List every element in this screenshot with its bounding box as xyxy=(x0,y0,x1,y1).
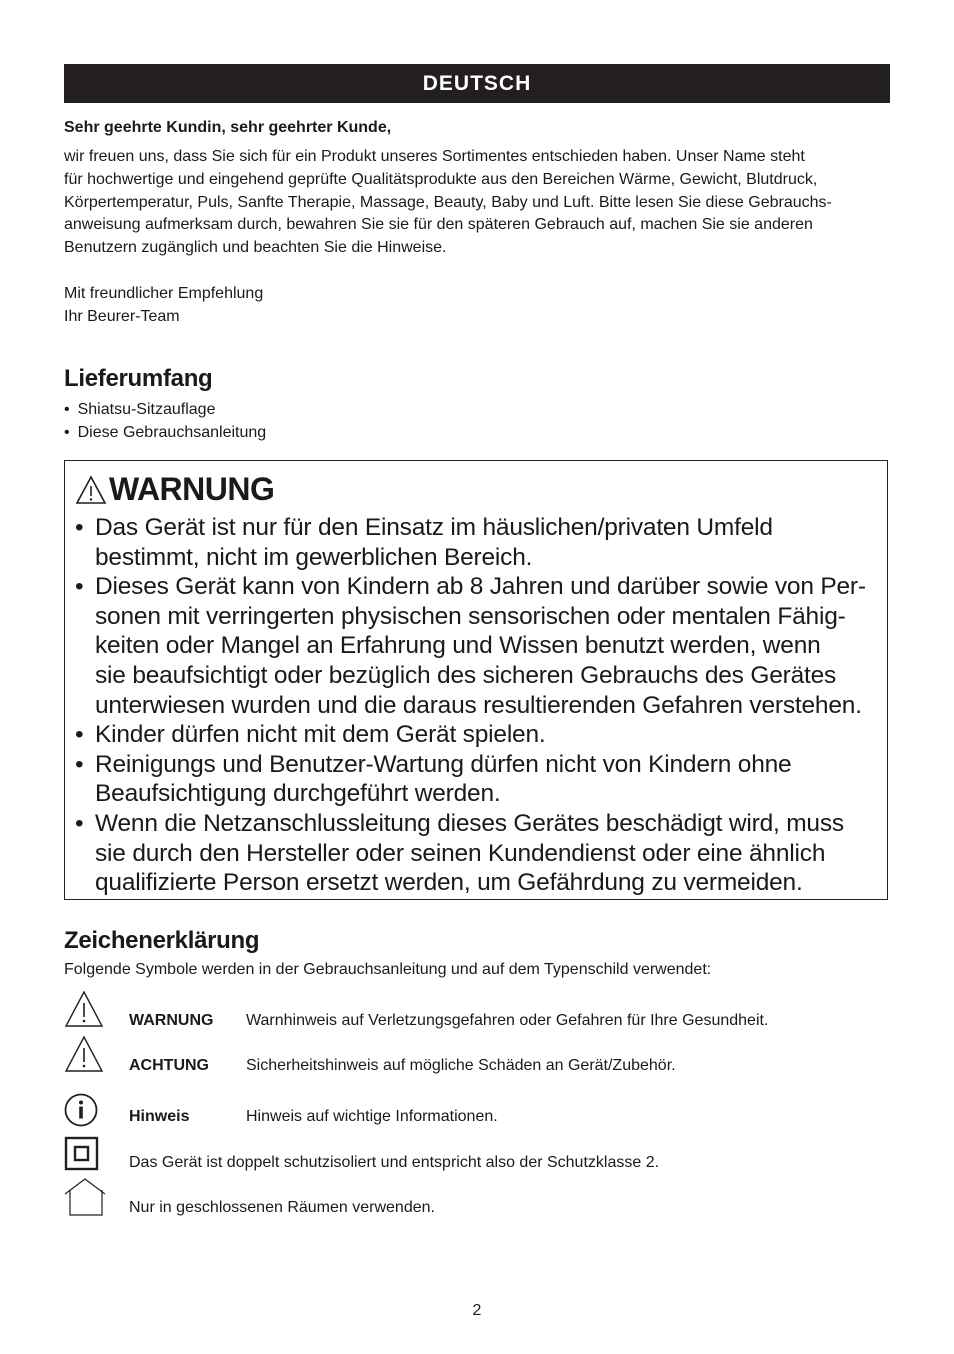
language-banner xyxy=(64,64,890,103)
caution-triangle-icon xyxy=(64,1035,104,1073)
signature-line: Ihr Beurer-Team xyxy=(64,307,180,325)
page-number: 2 xyxy=(472,1302,482,1319)
delivery-heading: Lieferumfang xyxy=(64,365,213,392)
warning-list xyxy=(75,513,881,898)
symbol-row-info xyxy=(64,1093,890,1133)
symbol-term: WARNUNG xyxy=(129,1012,214,1029)
language-label: DEUTSCH xyxy=(422,71,532,95)
symbol-row-warning xyxy=(64,990,890,1030)
warning-triangle-icon xyxy=(64,990,104,1028)
symbol-row-caution xyxy=(64,1035,890,1075)
symbol-description: Das Gerät ist doppelt schutzisoliert und entspricht also der Schutzklasse 2. xyxy=(129,1154,660,1171)
intro-paragraph: wir freuen uns, dass Sie sich für ein Produkt unseres Sortimentes entschieden haben. Unser Name steht für hochwertige und eingehend geprüfte Qualitätsprodukte aus den Bereichen Wärme, Gewicht, Blutdruck, Körpertemperatur, Puls, Sanfte Therapie, Massage, Beauty, Baby und Luft. Bitte lesen Sie diese Gebrauchs- anweisung aufmerksam durch, bewahren Sie sie für den späteren Gebrauch auf, machen Sie sie anderen Benutzern zugänglich und beachten Sie die Hinweise. xyxy=(64,148,832,257)
warning-item: • Reinigungs und Benutzer-Wartung dürfen nicht von Kindern ohne Beaufsichtigung durchgeführt werden. xyxy=(75,750,881,809)
warning-box xyxy=(64,460,888,900)
warning-item: • Wenn die Netzanschlussleitung dieses Gerätes beschädigt wird, muss sie durch den Hersteller oder seinen Kundendienst oder eine ähnlich qualifizierte Person ersetzt werden, um Gefährdung zu vermeiden. xyxy=(75,809,881,898)
symbol-row-double-insulation xyxy=(64,1136,890,1176)
delivery-list xyxy=(64,398,266,444)
info-circle-icon xyxy=(64,1093,98,1127)
warning-header xyxy=(75,471,274,508)
symbol-term: Hinweis xyxy=(129,1108,190,1125)
warning-title: WARNUNG xyxy=(109,471,275,507)
legend-intro: Folgende Symbole werden in der Gebrauchsanleitung und auf dem Typenschild verwendet: xyxy=(64,961,712,978)
double-insulation-icon xyxy=(64,1136,100,1172)
warning-item: • Kinder dürfen nicht mit dem Gerät spielen. xyxy=(75,720,881,750)
delivery-item: • Diese Gebrauchsanleitung xyxy=(64,421,266,444)
symbol-term: ACHTUNG xyxy=(129,1057,209,1074)
symbol-description: Sicherheitshinweis auf mögliche Schäden an Gerät/Zubehör. xyxy=(246,1057,676,1074)
delivery-item: • Shiatsu-Sitzauflage xyxy=(64,398,266,421)
warning-item: • Dieses Gerät kann von Kindern ab 8 Jahren und darüber sowie von Per- sonen mit verringerten physischen sensorischen oder mentalen Fähig- keiten oder Mangel an Erfahrung und Wissen benutzt werden, wenn sie beaufsichtigt oder bezüglich des sicheren Gebrauchs des Gerätes unterwiesen wurden und die daraus resultierenden Gefahren verstehen. xyxy=(75,572,881,720)
symbol-row-indoor xyxy=(64,1178,890,1218)
symbol-description: Hinweis auf wichtige Informationen. xyxy=(246,1108,498,1125)
closing-line: Mit freundlicher Empfehlung xyxy=(64,285,264,302)
symbol-description: Warnhinweis auf Verletzungsgefahren oder Gefahren für Ihre Gesundheit. xyxy=(246,1012,769,1029)
warning-item: • Das Gerät ist nur für den Einsatz im häuslichen/privaten Umfeld bestimmt, nicht im gewerblichen Bereich. xyxy=(75,513,881,572)
indoor-house-icon xyxy=(64,1178,108,1218)
legend-heading: Zeichenerklärung xyxy=(64,927,260,954)
salutation: Sehr geehrte Kundin, sehr geehrter Kunde, xyxy=(64,119,392,136)
warning-triangle-icon xyxy=(75,475,107,505)
closing xyxy=(64,283,263,328)
symbol-description: Nur in geschlossenen Räumen verwenden. xyxy=(129,1199,435,1216)
